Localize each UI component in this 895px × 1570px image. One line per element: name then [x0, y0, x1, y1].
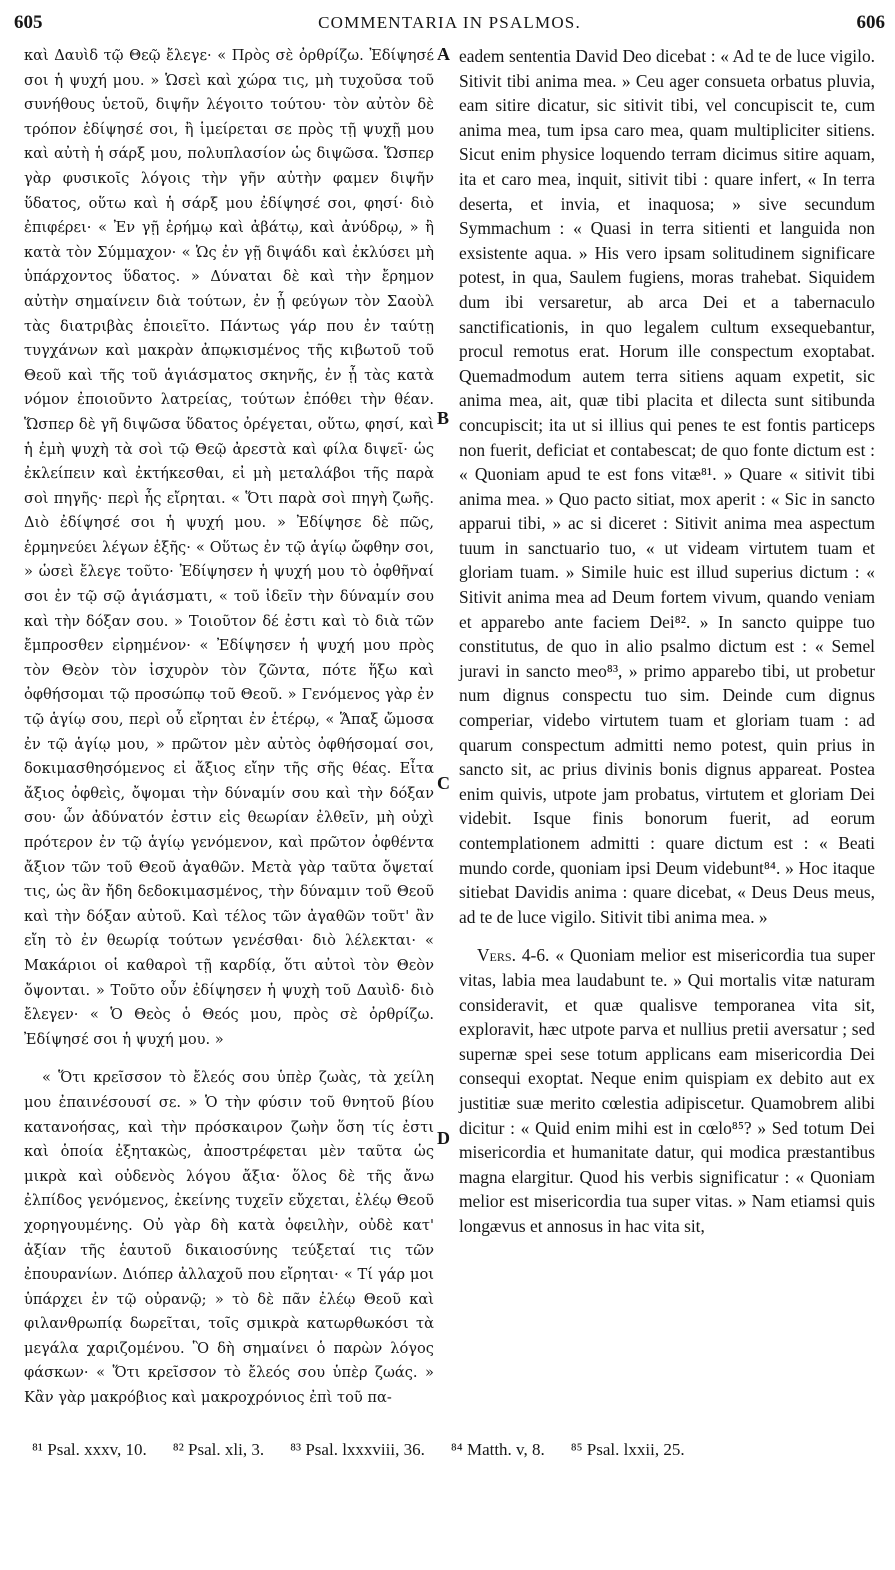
- greek-paragraph-2: « Ὅτι κρεῖσσον τὸ ἔλεός σου ὑπὲρ ζωὰς, τὰ χείλη μου ἐπαινέσουσί σε. » Ὁ τὴν φύσιν τοῦ θνητοῦ βίου κατανοήσας, καὶ τὴν πρόσκαιρον ζωὴν ὅση τίς ἐστι καὶ ὁποία ἐξητακὼς, ἀποστρέφεται μὲν ταῦτα ὡς μικρὰ καὶ οὐδενὸς λόγου ἄξια· ὅλος δὲ τῆς ἄνω ἐλπίδος γενόμενος, ἐκείνης τυχεῖν εὔχεται, ἐλέῳ Θεοῦ χορηγουμένης. Οὐ γὰρ δὴ κατὰ ὀφειλὴν, οὐδὲ κατ' ἀξίαν τῆς ἑαυτοῦ δικαιοσύνης τεύξεταί τις τῶν ἐπουρανίων. Διόπερ ἀλλαχοῦ που εἴρηται· « Τί γάρ μοι ὑπάρχει ἐν τῷ οὐρανῷ; » τὸ δὲ πᾶν ἐλέῳ Θεοῦ καὶ φιλανθρωπίᾳ δωρεῖται, τοῖς σμικρὰ κατωρθωκόσι τὰ μεγάλα χαριζομένου. Ὃ δὴ σημαίνει ὁ παρὼν λόγος φάσκων· « Ὅτι κρεῖσσον τὸ ἔλεός σου ὑπὲρ ζωάς. » Κἂν γὰρ μακρόβιος καὶ μακροχρόνιος ἐπὶ τοῦ πα-: [24, 1069, 434, 1407]
- latin-column: [459, 44, 875, 1239]
- section-marker-c: C: [437, 773, 450, 793]
- footnotes: [32, 1440, 881, 1460]
- footnote-85: ⁸⁵ Psal. lxxii, 25.: [570, 1440, 685, 1459]
- section-marker-d: D: [437, 1128, 450, 1148]
- running-header: [14, 12, 885, 38]
- footnote-83: ⁸³ Psal. lxxxviii, 36.: [290, 1440, 425, 1459]
- latin-paragraph-2: [459, 943, 875, 1238]
- greek-column: [24, 44, 434, 1411]
- footnote-84: ⁸⁴ Matth. v, 8.: [450, 1440, 545, 1459]
- latin-paragraph-1: eadem sententia David Deo dicebat : « Ad te de luce vigilo. Sitivit tibi anima mea. » Ceu ager consueta orbatus pluvia, eam sitire dicatur, sic sitivit tibi, vel concupiscit te, cum anima mea, tum ipsa caro mea, quam multipliciter sitiens. Sicut enim physice loquendo terram dicimus sitire aquam, ita et caro mea, inquit, sitivit tibi : quare infert, « In terra deserta, et invia, et inaquosa; » sive secundum Symmachum : « Quasi in terra sitienti et languida non exsistente aqua. » His vero ipsam solitudinem significare potest, in qua, Saulem fugiens, moras trahebat. Siquidem dum ibi versaretur, ab arca Dei et a tabernaculo sanctificationis, in quo legalem cultum exsequebantur, procul remotus erat. Horum ille conspectum exoptabat. Quemadmodum autem terra sitiens aquam expetit, sic anima mea, ait, quæ tibi placita et dilecta sunt sitibunda concupiscit; ita ut si illius qui penes te est fontis particeps non fuerit, deficiat et contabescat; de quo fonte dictum est : « Quoniam apud te est fons vitæ⁸¹. » Quare « sitivit tibi anima mea. » Quo pacto sitiat, mox aperit : « Sic in sancto apparui tibi, » ac si diceret : Sitivit anima mea aspectum tuum in sanctuario tuo, « ut videam virtutem tuam et gloriam tuam. » Simile huic est illud superius dictum : « Sitivit anima mea ad Deum fortem vivum, quando veniam et apparebo ante faciem Dei⁸². » In sancto quippe tuo constitutus, de quo in alio psalmo dictum est : « Semel juravi in sancto meo⁸³, » primo apparebo tibi, ut probetur num dignus conspectu tuo sim. Deinde cum dignus comperiar, videbo virtutem tuam et gloriam tuam : ad quarum conspectum admitti nemo potest, quin prius in sancto sit, ac prius divinis bonis dignus appareat. Postea enim quivis, utpote jam probatus, virtutem et gloriam Dei videbit. Isque finis bonorum fuerit, ad eorum contemplationem admitti : quare dictum est : « Beati mundo corde, quoniam ipsi Deum videbunt⁸⁴. » Hoc itaque sitiebat Davidis anima : quare dicebat, « Deus Deus meus, ad te de luce vigilo. Sitivit tibi anima mea. »: [459, 46, 875, 927]
- footnote-81: ⁸¹ Psal. xxxv, 10.: [32, 1440, 147, 1459]
- page-number-left: 605: [14, 12, 43, 33]
- page-number-right: 606: [856, 12, 885, 33]
- greek-paragraph-1: καὶ Δαυὶδ τῷ Θεῷ ἔλεγε· « Πρὸς σὲ ὀρθρίζω. Ἐδίψησέ σοι ἡ ψυχή μου. » Ὡσεὶ καὶ χώρα τις, μὴ τυχοῦσα τοῦ συνήθους ὑετοῦ, διψῆν λέγοιτο τούτου· τὸν αὐτὸν δὲ τρόπον ἐδίψησέ σοι, ἢ ἱμείρεται σε πρὸς τῇ ψυχῇ μου καὶ αὐτὴ ἡ σάρξ μου, πολυπλασίον ὡς διψῶσα. Ὥσπερ γὰρ φυσικοῖς λόγοις τὴν γῆν αὐτὴν φαμεν διψῆν ὕδατος, οὕτω καὶ ἡ σάρξ μου ἐδίψησέ σοι, φησί· διὸ ἐπιφέρει· « Ἐν γῇ ἐρήμῳ καὶ ἀβάτῳ, καὶ ἀνύδρῳ, » ἢ κατὰ τὸν Σύμμαχον· « Ὡς ἐν γῇ διψάδι καὶ ἐκλύσει μὴ ὑπάρχοντος ὕδατος. » Δύναται δὲ καὶ τὴν ἔρημον αὐτὴν σημαίνειν διὰ τούτων, ἐν ᾗ φεύγων τὸν Σαοὺλ τὰς διατριβὰς ἐποιεῖτο. Πάντως γάρ που ἐν ταύτῃ τυγχάνων καὶ μακρὰν ἀπῳκισμένος τῆς κιβωτοῦ τοῦ Θεοῦ καὶ τῆς τοῦ ἁγιάσματος σκηνῆς, ἐν ᾗ τὰς κατὰ νόμον ἐποιοῦντο λατρείας, τούτων ἐπόθει τὴν θέαν. Ὥσπερ δὲ γῆ διψῶσα ὕδατος ὀρέγεται, οὕτω, φησί, καὶ ἡ ἐμὴ ψυχὴ τὰ σοὶ τῷ Θεῷ ἀρεστὰ καὶ φίλα διψεῖ· ὡς ἐκλείπειν καὶ ἐκτήκεσθαι, εἰ μὴ μεταλάβοι τῆς παρὰ σοὶ πηγῆς· περὶ ἧς εἴρηται. « Ὅτι παρὰ σοὶ πηγὴ ζωῆς. Διὸ ἐδίψησέ σοι ἡ ψυχή μου. » Ἐδίψησε δὲ πῶς, ἑρμηνεύει λέγων ἑξῆς· « Οὕτως ἐν τῷ ἁγίῳ ὤφθην σοι, » ὡσεὶ ἔλεγε τοῦτο· Ἐδίψησεν ἡ ψυχή μου τὸ ὀφθῆναί σοι ἐν τῷ σῷ ἁγιάσματι, « τοῦ ἰδεῖν τὴν δύναμίν σου καὶ τὴν δόξαν σου. » Τοιοῦτον δέ ἐστι καὶ τὸ διὰ τῶν ἔμπροσθεν εἰρημένον· « Ἐδίψησεν ἡ ψυχή μου πρὸς τὸν Θεὸν τὸν ἰσχυρὸν τὸν ζῶντα, πότε ἥξω καὶ ὀφθήσομαι τῷ προσώπῳ τοῦ Θεοῦ. » Γενόμενος γὰρ ἐν τῷ ἁγίῳ σου, περὶ οὗ εἴρηται ἐν ἑτέρῳ, « Ἅπαξ ὤμοσα ἐν τῷ ἁγίῳ μου, » πρῶτον μὲν αὐτὸς ὀφθήσομαί σοι, δοκιμασθησόμενος εἰ ἄξιος εἴην τῆς σῆς θέας. Εἶτα ἄξιος ὀφθεὶς, ὄψομαι τὴν δύναμίν σου καὶ τὴν δόξαν σου· ὧν ἀδύνατόν ἐστιν εἰς θεωρίαν ἐλθεῖν, μὴ οὐχὶ πρότερον ἐν τῷ ἁγίῳ γενόμενον, καὶ πρῶτον ὀφθέντα ἄξιον τῶν τοῦ Θεοῦ ἀγαθῶν. Μετὰ γὰρ ταῦτα ὄψεταί τις, ὡς ἂν ἤδη δεδοκιμασμένος, τὴν δύναμιν τοῦ Θεοῦ καὶ τὴν δόξαν αὐτοῦ. Καὶ τέλος τῶν ἀγαθῶν τοῦτ' ἂν εἴη τὸ ἐν θεωρίᾳ τούτων γενέσθαι· διὸ λέλεκται· « Μακάριοι οἱ καθαροὶ τῇ καρδίᾳ, ὅτι αὐτοὶ τὸν Θεὸν ὄψονται. » Τοῦτο οὖν ἐδίψησεν ἡ ψυχὴ τοῦ Δαυὶδ· διὸ ἔλεγεν· « Ὁ Θεὸς ὁ Θεός μου, πρὸς σὲ ὀρθρίζω. Ἐδίψησέ σοι ἡ ψυχή μου. »: [24, 47, 434, 1048]
- section-marker-b: B: [437, 408, 450, 428]
- section-marker-a: A: [437, 44, 450, 64]
- running-title: COMMENTARIA IN PSALMOS.: [318, 13, 581, 32]
- verse-label: Vers. 4-6.: [477, 945, 550, 966]
- latin-paragraph-2-text: « Quoniam melior est misericordia tua super vitas, labia mea laudabunt te. » Qui mortalis vitæ naturam consideravit, et quæ qualisve temporanea vita sit, exploravit, hæc utpote parva et nullius pretii aversatur ; sed supernæ spei sese totum applicans eam misericordia Dei consequi exoptat. Neque enim quispiam ex debito aut ex justitiæ suæ merito cœlestia adipiscetur. Quamobrem alibi dicitur : « Quid enim mihi est in cœlo⁸⁵? » Sed totum Dei misericordia et humanitate datur, qui modica præstantibus magna elargitur. Quod his verbis significatur : « Quoniam melior est misericordia tua super vitas. » Nam etiamsi quis longævus et annosus in hac vita sit,: [459, 945, 876, 1236]
- footnote-82: ⁸² Psal. xli, 3.: [172, 1440, 265, 1459]
